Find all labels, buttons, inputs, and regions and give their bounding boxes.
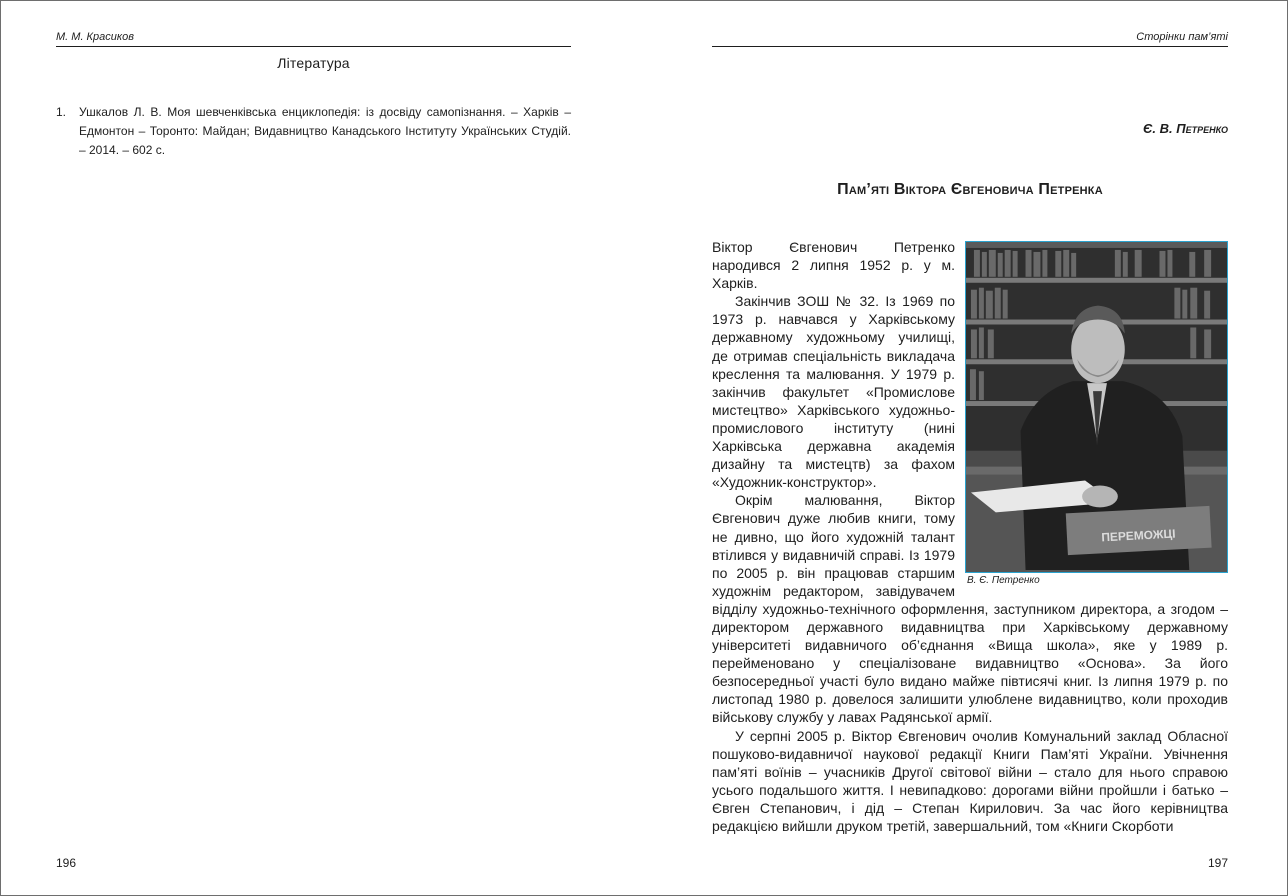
portrait-image xyxy=(966,242,1227,572)
article-title: Пам’яті Віктора Євгеновича Петренка xyxy=(837,181,1103,198)
left-page xyxy=(56,1,571,896)
article-author: Є. В. Петренко xyxy=(1143,121,1228,136)
section-title: Література xyxy=(277,55,350,71)
paragraph: Віктор Євгенович Петренко народився 2 липня 1952 р. у м. Харків. xyxy=(712,239,955,292)
right-page xyxy=(712,1,1228,896)
photo-caption: В. Є. Петренко xyxy=(967,575,1040,586)
reference-number: 1. xyxy=(56,105,67,119)
reference-text: Ушкалов Л. В. Моя шевченківська енциклопедія: із досвіду самопізнання. – Харків – Едмонтон – Торонто: Майдан; Видавництво Канадського Інституту Українських Студій. – 2014. – 602 с. xyxy=(79,105,571,157)
reference-item xyxy=(56,103,571,160)
running-head-left: М. М. Красиков xyxy=(56,31,571,47)
paragraph: У серпні 2005 р. Віктор Євгенович очолив Комунальний заклад Обласної пошуково-видавничої наукової редакції Книги Пам’яті України. Увічнення пам’яті воїнів – учасників Другої світової війни – стало для нього справою усього подальшого життя. І невипадково: дорогами війни пройшли і батько – Євген Степанович, і дід – Степан Кирилович. За час його керівництва редакцією вийшли друком третій, завершальний, том «Книги Скорботи xyxy=(712,727,1228,834)
paragraph: Закінчив ЗОШ № 32. Із 1969 по 1973 р. навчався у Харківському державному художньому училищі, де отримав спеціальність викладача креслення та малювання. У 1979 р. закінчив факультет «Промислове мистецтво» Харківського художньо-промислового інституту (нині Харківська державна академія дизайну та мистецтв) за фахом «Художник-конструктор». xyxy=(712,293,955,491)
book-cover-title: ПЕРЕМОЖЦІ xyxy=(1101,526,1176,545)
portrait-figure xyxy=(965,241,1228,588)
paragraph: Окрім малювання, Віктор Євгенович дуже любив книги, тому не дивно, що його художній талант втілився у видавничій справі. Із 1979 по 2005 р. він працював старшим художнім редактором, завідувачем відділу художньо-технічного оформлення, заступником директора, а згодом – директором державного видавництва при Харківському державному університеті видавничого об’єднання «Вища школа», яке у 1989 р. перейменовано у спеціалізоване видавництво «Основа». За його безпосередньої участі було видано майже півтисячі книг. Із липня 1979 р. по листопад 1980 р. довелося залишити улюблене видавництво, коли проходив військову службу у лавах Радянської армії. xyxy=(712,492,1228,726)
page-number-left: 196 xyxy=(56,856,77,870)
portrait-photo xyxy=(965,241,1228,573)
running-head-right: Сторінки пам’яті xyxy=(712,31,1228,47)
reference-list xyxy=(56,103,571,160)
page-number-right: 197 xyxy=(1207,856,1228,870)
article-body xyxy=(712,238,1228,835)
